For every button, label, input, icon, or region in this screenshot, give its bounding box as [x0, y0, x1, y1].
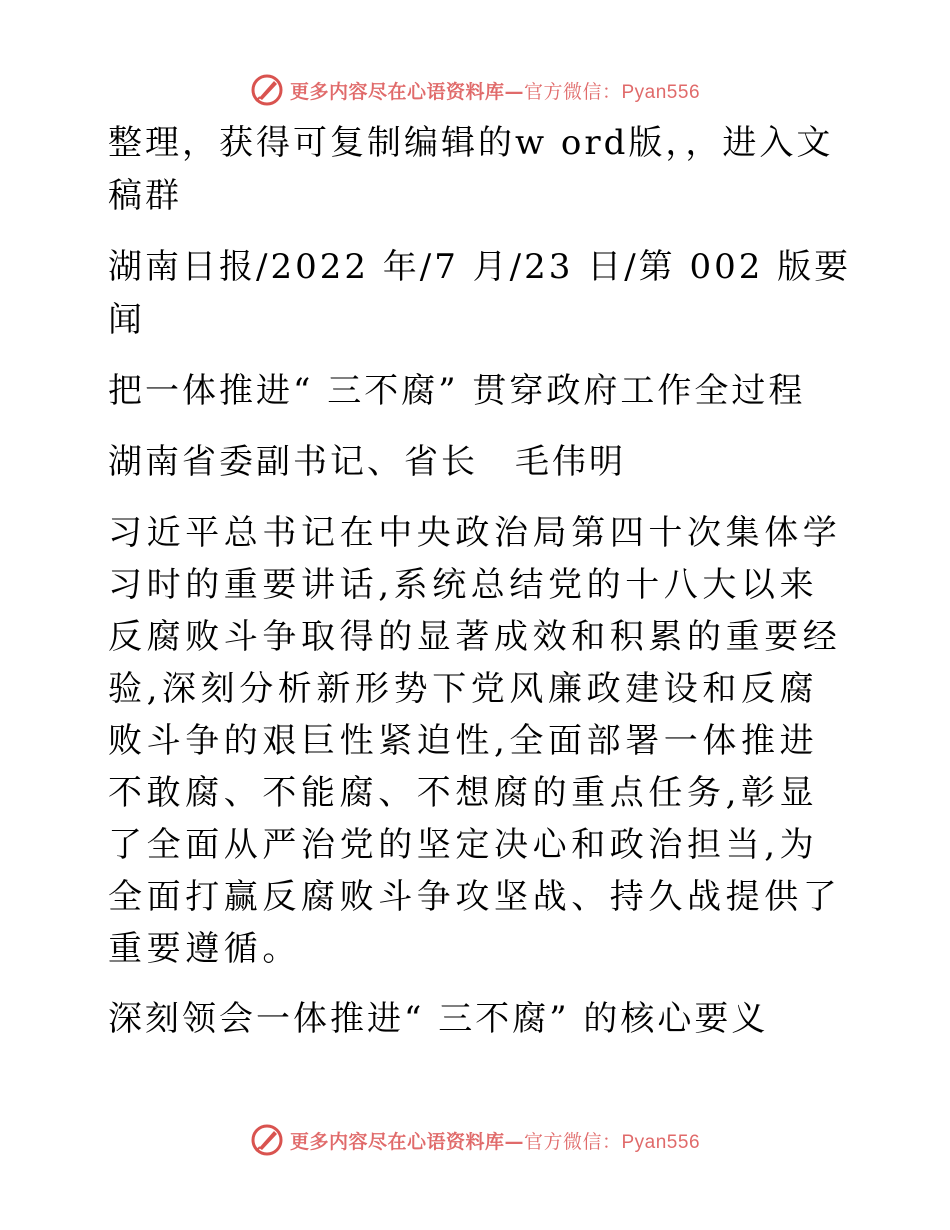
watermark-wechat-text: 官方微信：Pyan556 — [524, 1131, 701, 1153]
quill-logo-icon — [250, 73, 284, 107]
watermark-wechat-text: 官方微信：Pyan556 — [524, 81, 701, 103]
watermark-header — [0, 70, 950, 110]
section-heading: 深刻领会一体推进“ 三不腐” 的核心要义 — [108, 999, 769, 1039]
source-line: 湖南日报/2022 年/7 月/23 日/第 002 版要闻 — [108, 247, 852, 340]
watermark-main-text: 更多内容尽在心语资料库— — [289, 1130, 524, 1153]
watermark-text — [290, 77, 700, 104]
watermark-main-text: 更多内容尽在心语资料库— — [289, 80, 524, 103]
watermark-footer — [0, 1120, 950, 1160]
body-paragraph: 习近平总书记在中央政治局第四十次集体学习时的重要讲话,系统总结党的十八大以来反腐败斗争取得的显著成效和积累的重要经验,深刻分析新形势下党风廉政建设和反腐败斗争的艰巨性紧迫性,全面部署一体推进不敢腐、不能腐、不想腐的重点任务,彰显了全面从严治党的坚定决心和政治担当,为全面打赢反腐败斗争攻坚战、持久战提供了重要遵循。 — [108, 513, 842, 969]
author-line: 湖南省委副书记、省长 毛伟明 — [108, 442, 626, 482]
quill-logo-icon — [250, 1123, 284, 1157]
watermark-text — [290, 1127, 700, 1154]
article-title: 把一体推进“ 三不腐” 贯穿政府工作全过程 — [108, 371, 806, 411]
intro-text: 整理，获得可复制编辑的w ord版，，进入文稿群 — [108, 123, 834, 216]
document-body — [96, 117, 856, 1064]
